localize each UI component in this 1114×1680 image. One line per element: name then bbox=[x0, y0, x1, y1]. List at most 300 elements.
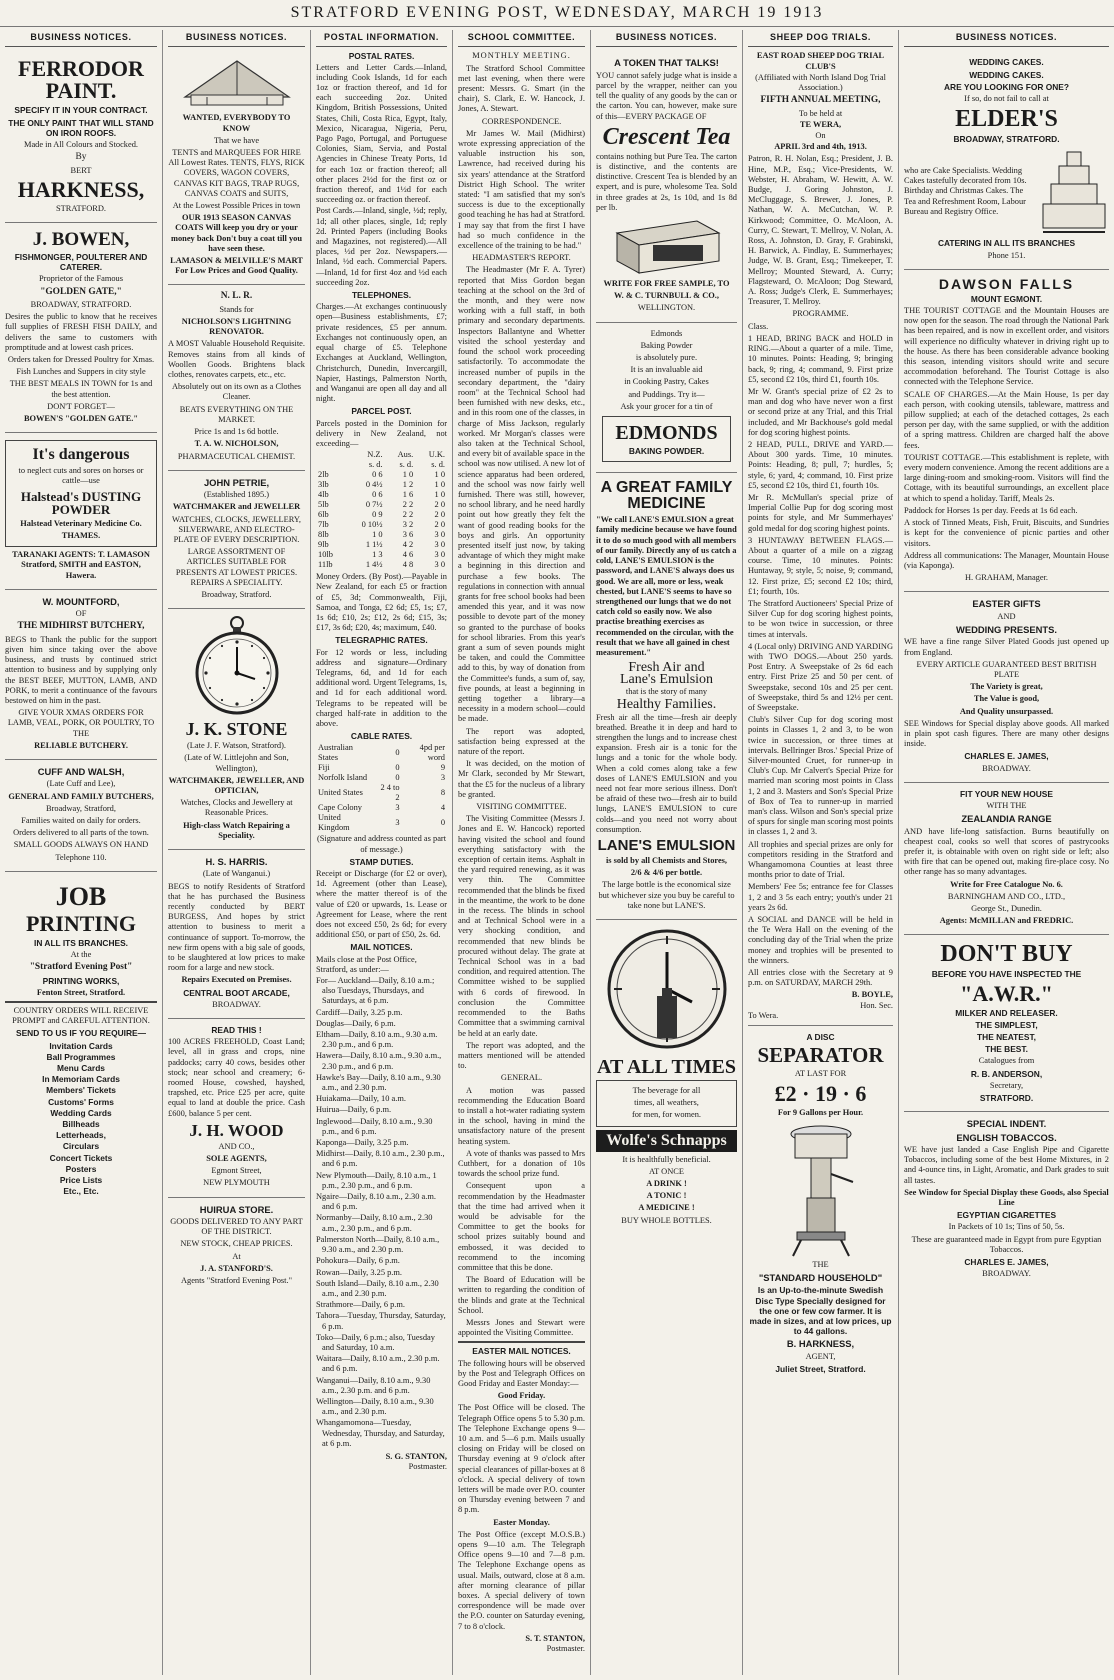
school-gen: GENERAL. bbox=[500, 1073, 543, 1083]
job-office: "Stratford Evening Post" bbox=[29, 962, 133, 973]
cable-row bbox=[316, 803, 447, 813]
zeal-write: Write for Free Catalogue No. 6. bbox=[950, 879, 1063, 889]
mail-item: Huirua—Daily, 6 p.m. bbox=[316, 1105, 392, 1115]
sep-title: SEPARATOR bbox=[757, 1043, 884, 1068]
wood-text: 100 ACRES FREEHOLD, Coast Land; level, all in grass and crops, nine paddocks; carry 40 cows, besides other stock; near school and creamery; 6-roomed House, cowshed, hayshed, trapshed, etc. Price £25 per acre, quite equal to land at double the price. Cash £600, balance 5 per cent. bbox=[168, 1037, 305, 1118]
ferrodor-ad bbox=[5, 51, 157, 223]
bowen-text3: Fish Lunches and Suppers in city style bbox=[16, 367, 146, 377]
rate-cell: s. d. bbox=[431, 460, 445, 470]
elder-ad bbox=[904, 51, 1109, 269]
mountford-name: W. MOUNTFORD, bbox=[42, 595, 120, 607]
dawson-stock: A stock of Tinned Meats, Fish, Fruit, Biscuits, and Sundries is kept for the convenience of picnic parties and other visitors. bbox=[904, 518, 1109, 548]
tobacco-ad bbox=[904, 1112, 1109, 1287]
huirua-ad bbox=[168, 1198, 305, 1295]
dawson-scale: SCALE OF CHARGES.—At the Main House, 1s per day each person, with cooking utensils, tableware, mattress and pillow supplied; at each of the detached cottages, 2s each person per day, with the same supplied, or with the addition of a spring mattress. Children are charged half the above fees. bbox=[904, 389, 1109, 450]
rate-cell: 1 0 bbox=[372, 530, 383, 540]
column-5 bbox=[590, 30, 742, 1675]
crescent-tea-ad bbox=[596, 51, 737, 322]
rate-cell: 0 7½ bbox=[365, 500, 383, 510]
wood-ad bbox=[168, 1019, 305, 1198]
rate-cell: 0 6 bbox=[372, 490, 383, 500]
rate-cell: 11lb bbox=[318, 560, 333, 570]
wolfe-drink: A DRINK ! bbox=[646, 1179, 687, 1189]
mail-item: Hawera—Daily, 8.10 a.m., 9.30 a.m., 2.30 p.m., and 6 p.m. bbox=[316, 1051, 442, 1071]
zealandia-ad bbox=[904, 783, 1109, 936]
column-2 bbox=[162, 30, 310, 1675]
easter-p15: The Post Office (except M.O.S.B.) opens 9—10 a.m. The Telegraph Office opens 9—10 and 7—8 p.m. The Telephone Exchange opens as usual. Mails, outward, close at 8 a.m. after morning clearance of pillar boxes. A special delivery of town correspondence will be made over the P.O. counter on Saturday evening, 7 to 8 o'clock. bbox=[458, 1529, 585, 1631]
school-p11: The Board of Education will be written to regarding the condition of the blinds and grate at the Technical School. bbox=[458, 1275, 585, 1315]
money-orders-text: Money Orders. (By Post).—Payable in New Zealand, for each £5 or fraction of £5, 3d; Commonwealth, Fiji, Samoa, and Tonga, £2 6d; £5, 1s; £7, 1s 6d; £10, 2s; £12, 2s 6d; £15, 3s; £17, 3s 6d; £20, 4s; maximum, £40. bbox=[316, 572, 447, 633]
james-and: AND bbox=[997, 611, 1016, 621]
wolfe-buy: BUY WHOLE BOTTLES. bbox=[621, 1215, 712, 1225]
mail-item: Strathmore—Daily, 6 p.m. bbox=[316, 1300, 406, 1310]
rate-cell: 2 2 bbox=[402, 500, 414, 510]
lanes-price: 2/6 & 4/6 per bottle. bbox=[630, 868, 703, 878]
sheep-c4b: Club's Silver Cup for dog scoring most points in Classes 1, 2 and 3, to be won twice in succession, or three times at intervals. Bellringer Bros.' Special Prize of Silver-mounted Cruet, for runner-up in Club's Cup. Mr Calvert's Special Prize for married man scoring most points in Class 1, 2 and 3. Masters and Son's Special Prize of Box of Tea to runner-up in married man's class. Wilson and Son's special prize of spurs for single man scoring most points in classes 1, 2 and 3. bbox=[748, 715, 893, 837]
mail-item: Kaponga—Daily, 3.25 p.m. bbox=[316, 1138, 409, 1148]
school-p10: Consequent upon a recommendation by the Headmaster that the time had arrived when it would be advisable for the Committee to get the books for school prizes suitably bound and embossed, it was decided to recommend to the incoming committee that this be done. bbox=[458, 1181, 585, 1272]
job-works: PRINTING WORKS, bbox=[42, 975, 120, 986]
parcel-row bbox=[316, 490, 447, 500]
parcel-row bbox=[316, 520, 447, 530]
sep-text: Is an Up-to-the-minute Swedish Disc Type Specially designed for the one or few cow farmer. It is made in sizes, and at low prices, up to 44 gallons. bbox=[749, 1285, 892, 1337]
wolfe-name: Wolfe's Schnapps bbox=[596, 1130, 737, 1152]
rate-cell: 7lb bbox=[318, 520, 329, 530]
tea-town: WELLINGTON. bbox=[637, 303, 696, 313]
cable-cell: 4 bbox=[440, 803, 445, 813]
cable-cell: 3 bbox=[395, 803, 400, 813]
job-printing-ad bbox=[5, 872, 157, 1204]
cable-cell: 2 4 to 2 bbox=[380, 783, 400, 803]
column-header: BUSINESS NOTICES. bbox=[904, 30, 1109, 47]
wood-name: J. H. WOOD bbox=[189, 1120, 284, 1140]
tents-wanted: WANTED, EVERYBODY TO KNOW bbox=[182, 113, 291, 133]
edmonds-t5: in Cooking Pastry, Cakes bbox=[624, 377, 709, 387]
james-addr: BROADWAY. bbox=[982, 763, 1031, 773]
mail-list bbox=[316, 976, 447, 1449]
rate-cell: 1 0 bbox=[434, 490, 445, 500]
mail-item: Douglas—Daily, 6 p.m. bbox=[316, 1018, 396, 1028]
edmonds-t3: is absolutely pure. bbox=[635, 353, 698, 363]
cable-note: (Signature and address counted as part of message.) bbox=[316, 834, 447, 854]
harris-name: H. S. HARRIS. bbox=[205, 855, 268, 867]
cable-cell: 0 bbox=[395, 763, 400, 773]
rate-cell: 8lb bbox=[318, 530, 329, 540]
bowen-text4: THE BEST MEALS IN TOWN for 1s and the best attention. bbox=[9, 379, 153, 399]
dawson-tourist: TOURIST COTTAGE.—This establishment is replete, with every modern convenience. Among the recent additions are a large dining-room and smoking-room. Visitors will find the Cottage, with its beautiful surroundings, an excellent place at which to spend a holiday. Tariff, Meals 2s. bbox=[904, 452, 1109, 503]
zeal-agents: Agents: McMILLAN and FREDRIC. bbox=[939, 916, 1074, 926]
sheep-class: Class. bbox=[748, 321, 769, 331]
sep-the: THE bbox=[812, 1259, 829, 1269]
parcel-row bbox=[316, 480, 447, 490]
dawson-title: DAWSON FALLS bbox=[938, 275, 1075, 292]
job-item: In Memoriam Cards bbox=[42, 1074, 120, 1085]
tea-text: YOU cannot safely judge what is inside a parcel by the wrapper, neither can you tell the quality of any goods by the can or the carton. You can, however, make sure of this—EVERY PACKAGE OF bbox=[596, 70, 737, 121]
telegraph-head: TELEGRAPHIC RATES. bbox=[335, 635, 428, 646]
sheep-c4d: Members' Fee 5s; entrance fee for Classes 1, 2 and 3 5s each entry; youth's under 21 years 2s 6d. bbox=[748, 882, 893, 912]
zeal-firm: BARNINGHAM AND CO., LTD., bbox=[947, 891, 1066, 901]
school-corr: CORRESPONDENCE. bbox=[481, 116, 562, 126]
tea-brand: Crescent Tea bbox=[602, 123, 731, 150]
rate-cell: 3 0 bbox=[434, 560, 445, 570]
edmonds-t2: Baking Powder bbox=[640, 340, 693, 350]
ferrodor-by: By bbox=[75, 152, 87, 163]
cable-row bbox=[316, 773, 447, 783]
rate-cell: 3 2 bbox=[402, 520, 414, 530]
lanes-name: LANE'S EMULSION bbox=[597, 836, 736, 854]
job-item: Etc., Etc. bbox=[63, 1186, 99, 1197]
cuff-text1: Families waited on daily for orders. bbox=[21, 815, 141, 825]
wood-read: READ THIS ! bbox=[211, 1025, 262, 1036]
wood-agents: SOLE AGENTS, bbox=[206, 1154, 267, 1164]
cable-cell: Australian States bbox=[318, 743, 353, 763]
rate-cell: 3 0 bbox=[434, 550, 445, 560]
rate-cell: 2 2 bbox=[402, 510, 414, 520]
parcel-row bbox=[316, 500, 447, 510]
wedding-cake-illustration bbox=[1039, 146, 1109, 236]
easter-gf: Good Friday. bbox=[497, 1391, 546, 1401]
mail-item: South Island—Daily, 8.10 a.m., 2.30 a.m., and 2.30 p.m. bbox=[316, 1278, 439, 1298]
dawson-falls-ad bbox=[904, 270, 1109, 592]
column-1 bbox=[0, 30, 162, 1675]
edmonds-t4: It is an invaluable aid bbox=[630, 365, 703, 375]
column-header: BUSINESS NOTICES. bbox=[168, 30, 305, 47]
lanes-emulsion-ad bbox=[596, 473, 737, 920]
wolfe-t2: times, all weathers, bbox=[634, 1098, 699, 1108]
rate-cell: 4 8 bbox=[402, 560, 414, 570]
mail-item: Wellington—Daily, 8.10 a.m., 9.30 a.m., and 2.30 p.m. bbox=[316, 1396, 434, 1417]
elder-cater: CATERING IN ALL ITS BRANCHES bbox=[937, 238, 1076, 249]
tents-low: At the Lowest Possible Prices in town bbox=[172, 201, 301, 211]
huirua-title: HUIRUA STORE. bbox=[199, 1203, 274, 1215]
sheep-dates: APRIL 3rd and 4th, 1913. bbox=[774, 142, 867, 152]
rate-cell: 1 0 bbox=[434, 480, 445, 490]
edmonds-logo2: BAKING POWDER. bbox=[628, 446, 705, 457]
wolfe-t3: for men, for women. bbox=[631, 1110, 702, 1120]
zeal-fit: FIT YOUR NEW HOUSE bbox=[960, 788, 1053, 799]
job-item: Billheads bbox=[62, 1119, 100, 1130]
job-title: JOB bbox=[55, 881, 107, 911]
school-p5: It was decided, on the motion of Mr Clark, seconded by Mr Stewart, that the £5 for the nucleus of a library be granted. bbox=[458, 759, 585, 799]
tob-eng: ENGLISH TOBACCOS. bbox=[956, 1131, 1057, 1143]
cable-cell: 0 bbox=[395, 773, 400, 783]
rate-cell: 1 2 bbox=[402, 480, 414, 490]
nlr-beats: BEATS EVERYTHING ON THE MARKET. bbox=[179, 404, 294, 424]
mail-item: Cardiff—Daily, 3.25 p.m. bbox=[316, 1007, 403, 1017]
james-every: EVERY ARTICLE GUARANTEED BEST BRITISH PLATE bbox=[916, 659, 1097, 679]
tents-that: That we have bbox=[213, 135, 260, 145]
tob-see: See Window for Special Display these Goods, also Special Line bbox=[904, 1187, 1109, 1208]
rate-cell: 4 6 bbox=[402, 550, 414, 560]
cable-cell: United Kingdom bbox=[318, 813, 350, 833]
bowen-ad bbox=[5, 223, 157, 433]
petrie-text: WATCHES, CLOCKS, JEWELLERY, SILVERWARE, AND ELECTRO-PLATE OF EVERY DESCRIPTION. bbox=[172, 514, 301, 544]
ferrodor-harkness: HARKNESS, bbox=[17, 176, 145, 202]
edmonds-logo: EDMONDS bbox=[615, 422, 718, 445]
tea-title: A TOKEN THAT TALKS! bbox=[614, 57, 719, 69]
job-item: Invitation Cards bbox=[49, 1040, 113, 1051]
tea-firm: W. & C. TURNBULL & CO., bbox=[614, 291, 719, 301]
dawson-paddock: Paddock for Horses 1s per day. Feeds at 1s 6d each. bbox=[904, 505, 1078, 515]
rate-cell: 1 6 bbox=[402, 490, 414, 500]
rate-cell: 1 4½ bbox=[365, 560, 383, 570]
halstead-title: It's dangerous bbox=[32, 446, 130, 464]
harris-arcade: CENTRAL BOOT ARCADE, bbox=[183, 987, 290, 998]
separator-illustration bbox=[781, 1120, 861, 1258]
easter-p13: The following hours will be observed by the Post and Telegraph Offices on Good Friday and Easter Monday:— bbox=[458, 1358, 585, 1388]
edmonds-t7: Ask your grocer for a tin of bbox=[620, 401, 713, 411]
easter-em: Easter Monday. bbox=[493, 1517, 550, 1527]
school-report: HEADMASTER'S REPORT. bbox=[472, 253, 571, 263]
awr-sec: Secretary, bbox=[989, 1080, 1024, 1090]
rate-cell: 2 0 bbox=[434, 500, 445, 510]
cable-head: CABLE RATES. bbox=[350, 731, 413, 742]
sheep-place: TE WERA, bbox=[799, 119, 842, 129]
huirua-new: NEW STOCK, CHEAP PRICES. bbox=[180, 1239, 293, 1249]
sheep-sign-title: Hon. Sec. bbox=[860, 1000, 893, 1010]
dawson-text: THE TOURIST COTTAGE and the Mountain Houses are now open for the season. The road through the National Park has been repaired, and is now in excellent order, and visitors will experience no difficulty whatever in driving right up to the house. As there has been considerable advance booking this season, intending visitors should write and secure accommodation beforehand. The Tourist Cottage is also connected with the Telephone Service. bbox=[904, 306, 1109, 387]
cuff-text3: SMALL GOODS ALWAYS ON HAND bbox=[13, 840, 149, 850]
cable-row bbox=[316, 783, 447, 803]
parcel-row bbox=[316, 470, 447, 480]
petrie-large: LARGE ASSORTMENT OF ARTICLES SUITABLE FOR PRESENTS AT LOWEST PRICES. REPAIRS A SPECIALITY. bbox=[175, 547, 298, 587]
tents-list: TENTS and MARQUEES FOR HIRE All Lowest Rates. TENTS, FLYS, RICK COVERS, WAGON COVERS, CANVAS KIT BAGS, TRAP RUGS, CANVAS COATS and SUITS, bbox=[168, 148, 305, 198]
sheep-c4e: A SOCIAL and DANCE will be held in the Te Wera Hall on the evening of the concluding day of the Trial when the prize money and trophies will be presented to the winners. bbox=[748, 915, 893, 965]
parcel-text: Parcels posted in the Dominion for delivery in New Zealand, not exceeding— bbox=[316, 418, 447, 448]
mountford-text: BEGS to Thank the public for the support given him since taking over the above business, and trusts by continued strict attention to business and by supplying only the BEST BEEF, MUTTON, LAMB, AND PORK, to merit a continuance of the favours bestowed on him in the past. bbox=[5, 634, 157, 705]
rate-cell: 0 10½ bbox=[361, 520, 383, 530]
halstead-thames: THAMES. bbox=[61, 530, 101, 540]
easter-p14: The Post Office will be closed. The Telegraph Office opens 5 to 5.30 p.m. The Telephone Exchange opens 9—10 a.m. and 5—6 p.m. Mails usually closing on Friday will be closed on Thursday evening at 9 o'clock after special clearances of pillar-boxes at 8 o'clock. A special delivery of town letters will be made over P.O. counter on Thursday evening between 7 and 8 p.m. bbox=[458, 1403, 585, 1515]
bowen-prop: Proprietor of the Famous bbox=[39, 274, 123, 284]
rate-cell: 2 0 bbox=[434, 510, 445, 520]
school-p9: A vote of thanks was passed to Mrs Cuthbert, for a donation of 10s towards the school prize fund. bbox=[458, 1148, 585, 1179]
rate-cell: s. d. bbox=[399, 460, 414, 470]
james-easter-ad bbox=[904, 592, 1109, 782]
column-3-postal bbox=[310, 30, 452, 1675]
bowen-text6: BOWEN'S "GOLDEN GATE." bbox=[23, 414, 139, 424]
cable-row bbox=[316, 813, 447, 833]
lanes-title: A GREAT FAMILY MEDICINE bbox=[600, 479, 733, 513]
rate-cell: 2lb bbox=[318, 470, 329, 480]
post-cards-text: Post Cards.—Inland, single, ½d; reply, 1d; all other places, single, 1d; reply 2d. Printed Papers (including Books and Magazines, not registered).—All places, ½d per 2oz. Newspapers.—Inland, ½d each. Commercial Papers.—Inland, 1d for first 4oz and ½d each succeeding 2oz. bbox=[316, 206, 447, 287]
mail-item: Ngaire—Daily, 8.10 a.m., 2.30 a.m. and 6 p.m. bbox=[316, 1192, 436, 1212]
lanes-story: that is the story of many bbox=[625, 686, 708, 696]
job-item: Wedding Cards bbox=[50, 1107, 112, 1118]
rate-cell: 2 0 bbox=[434, 520, 445, 530]
tob-packets: In Packets of 10 1s; Tins of 50, 5s. bbox=[948, 1222, 1065, 1232]
rate-cell: 3lb bbox=[318, 480, 329, 490]
sep-price: £2 · 19 · 6 bbox=[774, 1080, 867, 1106]
parcel-row bbox=[316, 510, 447, 520]
rate-cell: U.K. bbox=[428, 450, 445, 460]
mountford-of: OF bbox=[75, 609, 87, 619]
cable-cell: United States bbox=[318, 788, 363, 798]
school-visit: VISITING COMMITTEE. bbox=[476, 802, 567, 812]
wood-street: Egmont Street, bbox=[211, 1166, 262, 1176]
cuff-general: GENERAL AND FAMILY BUTCHERS, bbox=[8, 791, 154, 801]
mountford-firm: THE MIDHIRST BUTCHERY, bbox=[17, 621, 145, 632]
halstead-ad bbox=[5, 433, 157, 589]
sheep-c2: 2 HEAD, PULL, DRIVE and YARD.—About 300 yards. Time, 10 minutes. Points: Heading, 8; pull, 7; hurdles, 5; style, 6; yard, 4; command, 10. First prize £5, second £2 10s, third £1, fourth 10s. bbox=[748, 439, 893, 490]
mail-head: MAIL NOTICES. bbox=[350, 942, 413, 953]
petrie-name: JOHN PETRIE, bbox=[203, 476, 270, 488]
bowen-trade: FISHMONGER, POULTERER AND CATERER. bbox=[14, 252, 148, 273]
dawson-mgr: H. GRAHAM, Manager. bbox=[964, 573, 1049, 583]
tents-firm: LAMASON & MELVILLE'S MART For Low Prices and Good Quality. bbox=[170, 256, 303, 276]
sheep-c4c: All trophies and special prizes are only for competitors residing in the Stratford and Whangamomona Counties at least three months prior to date of Trial. bbox=[748, 839, 893, 880]
rate-cell: N.Z. bbox=[367, 450, 383, 460]
james-easter: EASTER GIFTS bbox=[972, 598, 1041, 610]
mail-item: New Plymouth—Daily, 8.10 a.m., 1 p.m., 2.30 p.m., and 6 p.m. bbox=[316, 1170, 437, 1190]
nlr-title: N. L. R. bbox=[220, 291, 253, 302]
awr-town: STRATFORD. bbox=[979, 1093, 1034, 1104]
elder-addr: BROADWAY, STRATFORD. bbox=[953, 134, 1060, 145]
ferrodor-line2: THE ONLY PAINT THAT WILL STAND ON IRON ROOFS. bbox=[8, 117, 154, 138]
nlr-stands: Stands for bbox=[219, 304, 254, 314]
mail-item: Waitara—Daily, 8.10 a.m., 2.30 p.m. and 6 p.m. bbox=[316, 1354, 440, 1374]
tea-text2: contains nothing but Pure Tea. The carton is distinctive, and the contents are distinctive. Crescent Tea is blended by an expert, and is pure, wholesome Tea. Sold in three grades at 2s, 1s 10d, and 1s 8d per lb. bbox=[596, 151, 737, 212]
job-send: SEND TO US IF YOU REQUIRE— bbox=[16, 1028, 146, 1039]
column-header: POSTAL INFORMATION. bbox=[316, 30, 447, 47]
tent-illustration bbox=[177, 55, 297, 111]
sheep-on: On bbox=[815, 131, 826, 141]
rate-cell: 6lb bbox=[318, 510, 329, 520]
rate-cell: 10lb bbox=[318, 550, 333, 560]
sheep-c1: 1 HEAD, BRING BACK and HOLD in RING.—About a quarter of a mile. Time, 10 minutes. Points: Heading, 9; bringing back, 9; ring, 4; command, 9. First prize £5, second £2 10s, third £1, fourth 10s. bbox=[748, 333, 893, 384]
bowen-addr: BROADWAY, STRATFORD. bbox=[30, 300, 132, 310]
stone-name: J. K. STONE bbox=[185, 719, 288, 740]
tob-special: SPECIAL INDENT. bbox=[966, 1118, 1047, 1130]
harris-late: (Late of Wanganui.) bbox=[202, 869, 271, 879]
parcel-row bbox=[316, 550, 447, 560]
sep-disc: A DISC bbox=[806, 1032, 835, 1043]
mail-item: Normanby—Daily, 8.10 a.m., 2.30 a.m., 2.30 p.m., and 6 p.m. bbox=[316, 1213, 433, 1233]
rate-cell: 1 0 bbox=[434, 470, 445, 480]
lanes-lanes: Lane's Emulsion bbox=[619, 671, 714, 687]
halstead-name: Halstead's DUSTING POWDER bbox=[20, 488, 142, 517]
school-p3: The Headmaster (Mr F. A. Tyrer) reported that Miss Gordon began teaching at the school on the 3rd of the month, and they were now working with a full staff, in both primary and secondary departments. Inspectors Ballantyne and Whetter visited the school yesterday and found the school work proceeding satisfactorily. To accommodate the increased number of pupils in the secondary department, the "dairy room" at the Technical School had been furnished with new desks, etc., and in this room one of the classes, in charge of Miss Jackson, regularly worked. Mr Morgan's classes were also taken at the Technical School, and every bit of available space in the school was now utilised. A new lot of science apparatus had been ordered, and the school was now fairly well furnished. There was still, however, no school library, and he need hardly point out how greatly they felt the want of good reading books for the boys and girls. An opportunity presented itself just now, by taking advantage of which they might make a beginning in this direction and purchase a few books. The regulations in connection with annual grants for free school books had been amended this year, and it was now possible to devote part of the money so granted to the purchase of books for school libraries. From this year's grant a sum of seven pounds might be taken, and could the Committee add to this, by way of donation from the Committee's funds, a sum of, say, five pounds, at least a beginning in getting together a library—a necessity in a modern school—could be made. bbox=[458, 265, 585, 724]
lanes-text2: Fresh air all the time—fresh air deeply breathed. Breathe it in deep and hard to strengthen the lungs and to increase chest expansion. Fresh air is a tonic for the lungs and a tonic for the whole body. When a cold comes along take a few doses of LANE'S EMULSION and you need not fear more serious illness. Don't be afraid of these two—fresh air to build lungs, LANE'S EMULSION to cure colds—and you need not worry about consumption. bbox=[596, 712, 737, 834]
telephones-head: TELEPHONES. bbox=[351, 290, 412, 301]
cable-cell: 3 bbox=[395, 818, 400, 828]
bowen-gate: "GOLDEN GATE," bbox=[40, 286, 122, 297]
school-p7: The report was adopted, and the matters mentioned will be attended to. bbox=[458, 1040, 585, 1071]
parcel-rates-table bbox=[316, 450, 447, 570]
tents-ad bbox=[168, 51, 305, 285]
parcel-units-row bbox=[316, 460, 447, 470]
huirua-at: At bbox=[232, 1251, 241, 1261]
rate-cell: s. d. bbox=[368, 460, 383, 470]
sep-agent-t: AGENT, bbox=[805, 1351, 836, 1361]
mail-item: Eltham—Daily, 8.10 a.m., 9.30 a.m. 2.30 p.m., and 6 p.m. bbox=[316, 1030, 438, 1050]
awr-s1: THE SIMPLEST, bbox=[975, 1019, 1038, 1030]
elder-w: WEDDING CAKES. bbox=[969, 57, 1044, 68]
column-header: SHEEP DOG TRIALS. bbox=[748, 30, 893, 47]
mail-item: Palmerston North—Daily, 8.10 a.m., 9.30 a.m., and 2.30 p.m. bbox=[316, 1234, 440, 1255]
job-country: COUNTRY ORDERS WILL RECEIVE PROMPT and CAREFUL ATTENTION. bbox=[12, 1006, 150, 1026]
easter-sign: S. T. STANTON, bbox=[525, 1633, 585, 1643]
stamp-head: STAMP DUTIES. bbox=[349, 856, 414, 867]
sep-agent: B. HARKNESS, bbox=[786, 1338, 855, 1350]
wolfe-med: A MEDICINE ! bbox=[638, 1203, 695, 1213]
tob-guar: These are guaranteed made in Egypt from pure Egyptian Tobaccos. bbox=[911, 1234, 1102, 1254]
pocket-watch-illustration bbox=[192, 613, 282, 717]
elder-name: ELDER'S bbox=[955, 106, 1058, 133]
job-item: Ball Programmes bbox=[46, 1051, 116, 1062]
dawson-sub: MOUNT EGMONT. bbox=[970, 293, 1043, 304]
tents-season: OUR 1913 SEASON CANVAS COATS Will keep you dry or your money back Don't buy a coat till you have seen these. bbox=[171, 213, 302, 253]
sheep-fifth: FIFTH ANNUAL MEETING, bbox=[760, 95, 881, 106]
rate-cell: 1 1½ bbox=[365, 540, 383, 550]
elder-if: If so, do not fail to call at bbox=[964, 94, 1049, 104]
sep-name: "STANDARD HOUSEHOLD" bbox=[758, 1271, 883, 1283]
parcel-header-row bbox=[316, 450, 447, 460]
sheep-sign: B. BOYLE, bbox=[851, 990, 893, 1000]
stone-trade: WATCHMAKER, JEWELLER, AND OPTICIAN, bbox=[168, 775, 305, 795]
awr-dont: DON'T BUY bbox=[940, 941, 1073, 968]
rate-cell: 3 0 bbox=[434, 540, 445, 550]
cable-cell: 8 bbox=[440, 788, 445, 798]
edmonds-t1: Edmonds bbox=[650, 328, 683, 338]
wolfe-t4: It is healthfully beneficial. bbox=[622, 1154, 711, 1164]
elder-ask: ARE YOU LOOKING FOR ONE? bbox=[943, 81, 1069, 92]
column-header: SCHOOL COMMITTEE. bbox=[458, 30, 585, 47]
parcel-head: PARCEL POST. bbox=[351, 406, 412, 417]
lanes-fresh: Fresh Air and bbox=[628, 660, 705, 676]
cuff-late: (Late Cuff and Lee), bbox=[46, 779, 116, 789]
awr-name: "A.W.R." bbox=[960, 980, 1053, 1006]
mail-item: Wanganui—Daily, 8.10 a.m., 9.30 a.m., 2.30 p.m. and 6 p.m. bbox=[316, 1375, 431, 1395]
job-branches: IN ALL ITS BRANCHES. bbox=[34, 937, 128, 948]
nlr-clean: Absolutely out on its own as a Clothes Cleaner. bbox=[171, 382, 302, 402]
mail-item: Rowan—Daily, 3.25 p.m. bbox=[316, 1267, 402, 1277]
sep-gallons: For 9 Gallons per Hour. bbox=[777, 1107, 864, 1117]
mountford-reliable: RELIABLE BUTCHERY. bbox=[34, 740, 128, 750]
huirua-name: J. A. STANFORD'S. bbox=[200, 1263, 273, 1273]
separator-ad bbox=[748, 1025, 893, 1382]
tob-text: WE have just landed a Case English Pipe and Cigarette Tobaccos, including some of the best Home Mixtures, in 2 and 4-ounce tins, in Light, Aromatic, and Dark grades to suit all tastes. bbox=[904, 1145, 1109, 1185]
zeal-with: WITH THE bbox=[986, 800, 1027, 810]
easter-head: EASTER MAIL NOTICES. bbox=[472, 1346, 571, 1357]
james-name: CHARLES E. JAMES, bbox=[964, 751, 1049, 762]
rate-cell: 4 2 bbox=[402, 540, 414, 550]
halstead-sub: to neglect cuts and sores on horses or cattle—use bbox=[18, 466, 144, 486]
stone-hc: High-class Watch Repairing a Speciality. bbox=[183, 820, 290, 840]
elder-phone: Phone 151. bbox=[987, 250, 1026, 260]
school-p2: Mr James W. Mail (Midhirst) wrote expressing appreciation of the valuable instruction his son, Lawrence, had received during his six years' attendance at the Stratford District High School. The writer stated: "I am satisfied that my son's success is due to the exceptionally good teaching he has had at Stratford. I may say that from the first I have had so much confidence in the excellence of the training to be had." bbox=[458, 128, 585, 251]
rate-cell: Aus. bbox=[397, 450, 414, 460]
halstead-co: Halstead Veterinary Medicine Co. bbox=[20, 518, 142, 528]
mail-item: Inglewood—Daily, 8.10 a.m., 9.30 p.m., and 6 p.m. bbox=[316, 1116, 433, 1136]
postal-rates-head: POSTAL RATES. bbox=[348, 51, 415, 62]
school-p4: The report was adopted, satisfaction being expressed at the nature of the report. bbox=[458, 726, 585, 757]
dawson-address: Address all communications: The Manager, Mountain House (via Kaponga). bbox=[904, 550, 1109, 570]
wood-co: AND CO., bbox=[218, 1141, 255, 1151]
job-item: Price Lists bbox=[59, 1175, 103, 1186]
rate-cell: 1 0 bbox=[402, 470, 414, 480]
rate-cell: 4lb bbox=[318, 490, 329, 500]
mail-item: Huiakama—Daily, 10 a.m. bbox=[316, 1094, 406, 1104]
postal-rates-text: Letters and Letter Cards.—Inland, including Cook Islands, 1d for each 1oz or fraction thereof, and 1d for each succeeding 2oz. United Kingdom, British Possessions, United States, Chili, Costa Rica, Egypt, Italy, Mexico, Nicaragua, Nigeria, Peru, Pago Pago, Portugal, and Portuguese Colonies, Siam, Servia, and Postal Agencies in Chinese Treaty Ports, 1d for each 1oz or fraction thereof; all other places 2½d for the first oz or fraction thereof, and 1½d for each succeeding oz. or fraction thereof. bbox=[316, 62, 447, 205]
job-item: Menu Cards bbox=[57, 1063, 105, 1074]
sheep-patron: Patron, R. H. Nolan, Esq.; President, J. B. Hine, M.P., Esq.; Vice-Presidents, W. Webster, H. Abraham, W. Hewitt, A. W. Budge, J. Goring Johnston, J. McCluggage, S. Brewer, J. Jones, P. Nathan, W. A. McCutchan, W. P. Kirkwood; Committee, O. McAloon, A. Curry, C. Stewart, T. Mellroy, V. Nolan, A. Ross, A. Johnston, D. Gray, F. Grabinski, H. Barwick, A. Findlay, E. Summerhayes; Judge, W. B. Grant, Esq.; Timekeeper, T. Mellroy; Mounted Steward, A. Curry; Flagsteward, O. McAloon; Dog Steward, A. Ross; Judge's Clerk, E. Summerhayes; Treasurer, T. Mellroy. bbox=[748, 154, 893, 307]
postal-sign: S. G. STANTON, bbox=[385, 1451, 447, 1461]
sheep-held: To be held at bbox=[798, 108, 843, 118]
cable-cell: 3 bbox=[440, 773, 445, 783]
ferrodor-bert: BERT bbox=[70, 165, 92, 175]
awr-before: BEFORE YOU HAVE INSPECTED THE bbox=[931, 969, 1082, 980]
